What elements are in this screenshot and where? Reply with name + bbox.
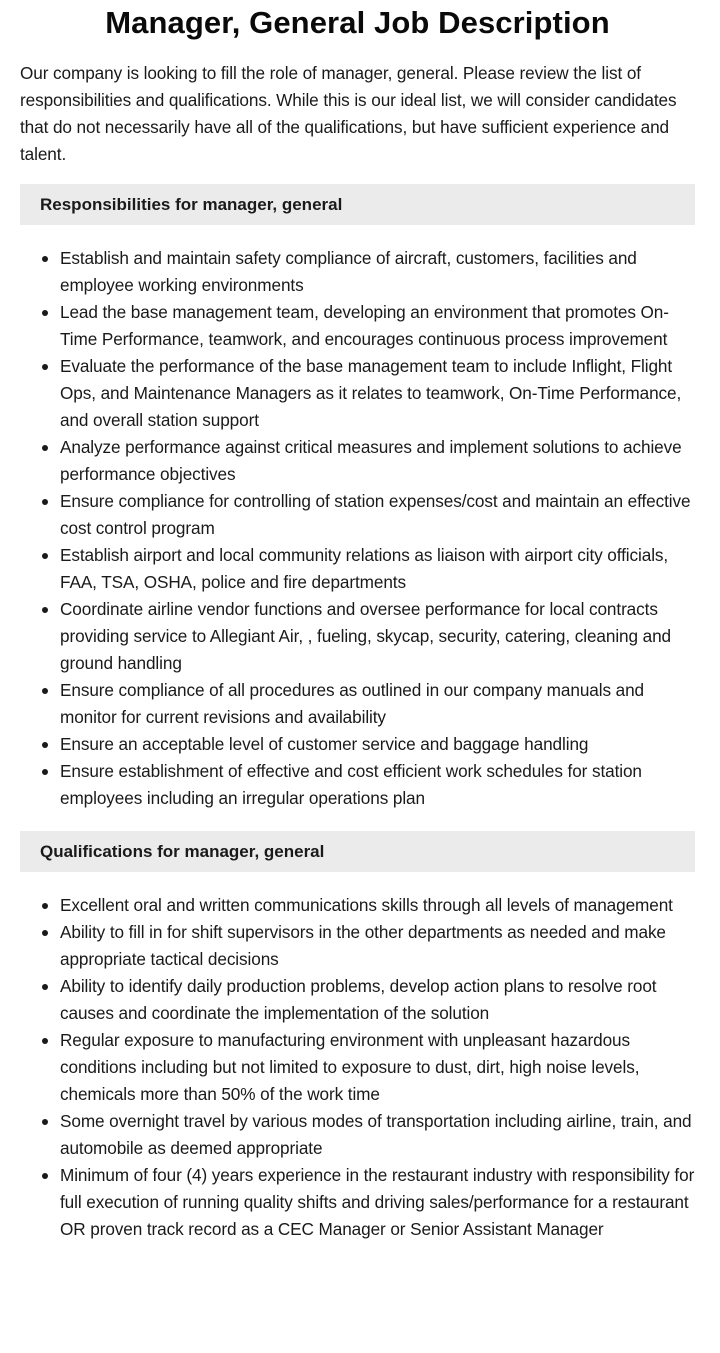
bullet-icon xyxy=(42,742,48,748)
list-item xyxy=(20,1108,695,1162)
bullet-icon xyxy=(42,256,48,262)
responsibilities-list xyxy=(20,245,695,812)
bullet-icon xyxy=(42,903,48,909)
list-item xyxy=(20,892,695,919)
bullet-icon xyxy=(42,1038,48,1044)
responsibilities-heading: Responsibilities for manager, general xyxy=(20,184,695,225)
bullet-icon xyxy=(42,499,48,505)
list-item-text: Establish airport and local community relations as liaison with airport city officials, FAA, TSA, OSHA, police and fire departments xyxy=(60,545,669,592)
list-item-text: Ability to fill in for shift supervisors in the other departments as needed and make appropriate tactical decisions xyxy=(60,922,666,969)
list-item xyxy=(20,353,695,434)
list-item-text: Ensure establishment of effective and cost efficient work schedules for station employees including an irregular operations plan xyxy=(60,761,642,808)
list-item xyxy=(20,919,695,973)
bullet-icon xyxy=(42,553,48,559)
bullet-icon xyxy=(42,984,48,990)
list-item-text: Excellent oral and written communications skills through all levels of management xyxy=(60,895,673,915)
list-item-text: Establish and maintain safety compliance of aircraft, customers, facilities and employee working environments xyxy=(60,248,637,295)
list-item-text: Some overnight travel by various modes of transportation including airline, train, and automobile as deemed appropriate xyxy=(60,1111,692,1158)
list-item xyxy=(20,542,695,596)
list-item xyxy=(20,1162,695,1243)
bullet-icon xyxy=(42,310,48,316)
list-item xyxy=(20,434,695,488)
bullet-icon xyxy=(42,1119,48,1125)
intro-paragraph: Our company is looking to fill the role of manager, general. Please review the list of responsibilities and qualifications. While this is our ideal list, we will consider candidates that do not necessarily have all of the qualifications, but have sufficient experience and talent. xyxy=(20,63,677,164)
list-item xyxy=(20,1027,695,1108)
list-item-text: Ensure compliance for controlling of station expenses/cost and maintain an effective cost control program xyxy=(60,491,691,538)
list-item xyxy=(20,758,695,812)
list-item xyxy=(20,677,695,731)
list-item-text: Ability to identify daily production problems, develop action plans to resolve root causes and coordinate the implementation of the solution xyxy=(60,976,657,1023)
list-item-text: Lead the base management team, developing an environment that promotes On-Time Performance, teamwork, and encourages continuous process improvement xyxy=(60,302,669,349)
list-item-text: Regular exposure to manufacturing environment with unpleasant hazardous conditions including but not limited to exposure to dust, dirt, high noise levels, chemicals more than 50% of the work time xyxy=(60,1030,640,1104)
bullet-icon xyxy=(42,445,48,451)
list-item xyxy=(20,596,695,677)
list-item xyxy=(20,973,695,1027)
page-title: Manager, General Job Description xyxy=(105,5,610,40)
list-item-text: Ensure compliance of all procedures as outlined in our company manuals and monitor for current revisions and availability xyxy=(60,680,645,727)
list-item xyxy=(20,488,695,542)
bullet-icon xyxy=(42,607,48,613)
bullet-icon xyxy=(42,1173,48,1179)
bullet-icon xyxy=(42,930,48,936)
list-item-text: Minimum of four (4) years experience in the restaurant industry with responsibility for full execution of running quality shifts and driving sales/performance for a restaurant OR proven track record as a CEC Manager or Senior Assistant Manager xyxy=(60,1165,695,1239)
bullet-icon xyxy=(42,769,48,775)
list-item xyxy=(20,245,695,299)
list-item xyxy=(20,731,695,758)
list-item-text: Evaluate the performance of the base management team to include Inflight, Flight Ops, and Maintenance Managers as it relates to teamwork, On-Time Performance, and overall station support xyxy=(60,356,682,430)
list-item-text: Analyze performance against critical measures and implement solutions to achieve performance objectives xyxy=(60,437,682,484)
qualifications-heading: Qualifications for manager, general xyxy=(20,831,695,872)
bullet-icon xyxy=(42,688,48,694)
qualifications-list xyxy=(20,892,695,1243)
list-item xyxy=(20,299,695,353)
bullet-icon xyxy=(42,364,48,370)
list-item-text: Ensure an acceptable level of customer service and baggage handling xyxy=(60,734,589,754)
list-item-text: Coordinate airline vendor functions and oversee performance for local contracts providing service to Allegiant Air, , fueling, skycap, security, catering, cleaning and ground handling xyxy=(60,599,672,673)
